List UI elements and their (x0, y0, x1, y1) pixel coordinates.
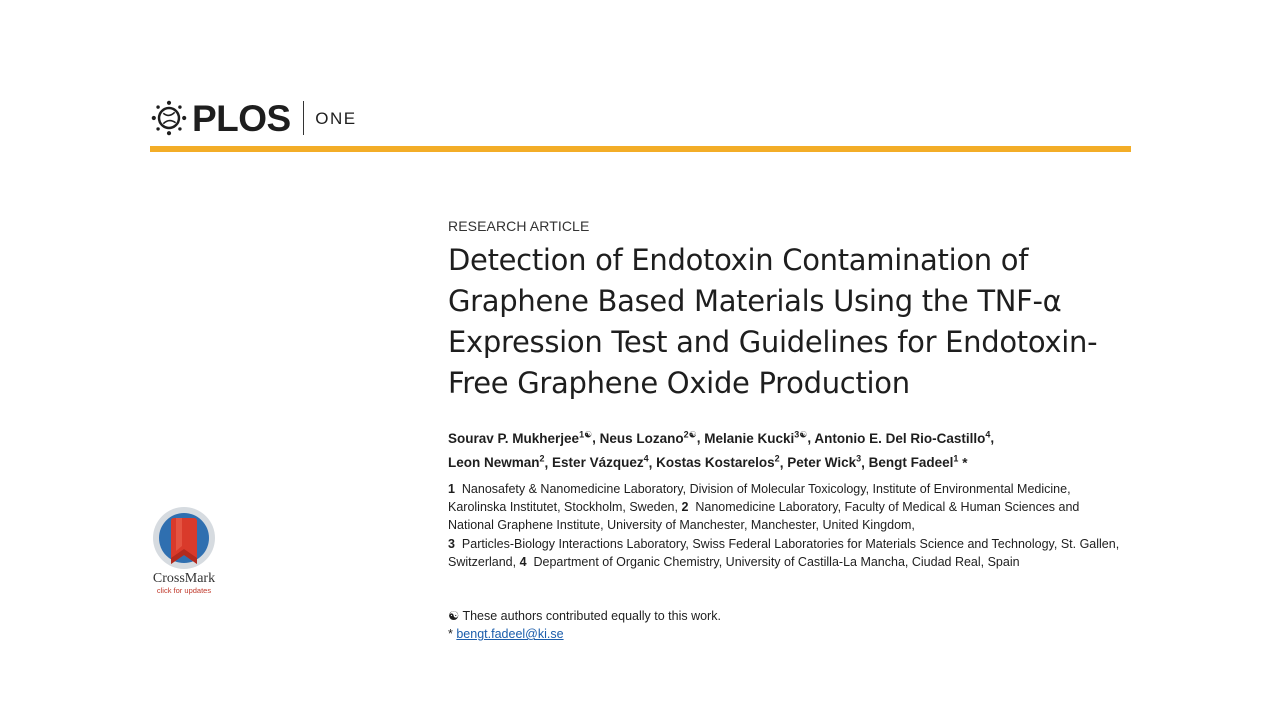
affiliation-text: Department of Organic Chemistry, University of Castilla-La Mancha, Ciudad Real, Spain (533, 554, 1020, 569)
author[interactable]: Sourav P. Mukherjee$^{1☯}$ (448, 429, 593, 446)
crossmark-label: CrossMark (152, 571, 216, 586)
logo-divider (303, 101, 305, 135)
email-link[interactable]: bengt.fadeel@ki.se (456, 627, 564, 641)
affiliations (448, 480, 1128, 571)
article-title: Detection of Endotoxin Contamination of Graphene Based Materials Using the TNF-α Expression Test and Guidelines for Endotoxin-Free Graphene Oxide Production (448, 243, 1098, 400)
author[interactable]: Neus Lozano$^{2☯}$ (599, 429, 697, 446)
author[interactable]: Melanie Kucki$^{3☯}$ (704, 429, 808, 446)
header-rule (150, 146, 1131, 152)
corresponding-author-note: * bengt.fadeel@ki.se (448, 627, 564, 641)
affiliation-number: 1 (448, 482, 455, 496)
author-notes (448, 607, 1048, 643)
affiliation-number: 2 (681, 500, 689, 515)
affiliation-number: 3 (448, 536, 455, 551)
crossmark-badge[interactable] (146, 506, 222, 595)
author-list: Sourav P. Mukherjee$^{1☯}$, Neus Lozano$^{2☯}$, Melanie Kucki$^{3☯}$, Antonio E. Del Rio-Castillo$^4$, Leon Newman$^2$, Ester Vázquez$^4$, Kostas Kostarelos$^2$, Peter Wick$^3$, Bengt Fadeel$^1$ * (448, 429, 995, 470)
equal-contribution-note: ☯ These authors contributed equally to this work. (448, 609, 721, 623)
author[interactable]: Bengt Fadeel$^1$ (868, 453, 959, 470)
author[interactable]: Ester Vázquez$^4$ (552, 453, 649, 470)
author[interactable]: Leon Newman$^2$ (448, 453, 545, 470)
crossmark-sublabel: click for updates (156, 586, 212, 595)
journal-brand: PLOS (192, 97, 291, 139)
affiliation-number: 4 (519, 554, 527, 569)
plos-logo-icon (150, 99, 188, 137)
journal-sub: ONE (315, 108, 357, 128)
journal-logo (150, 96, 357, 140)
crossmark-icon (152, 506, 216, 570)
affiliation-text: Particles-Biology Interactions Laboratory, Swiss Federal Laboratories for Materials Science and Technology, St. Gallen, Switzerland, (448, 536, 1120, 569)
affiliation-text: Nanomedicine Laboratory, Faculty of Medical & Human Sciences and National Graphene Institute, University of Manchester, Manchester, United Kingdom, (448, 500, 1080, 533)
author[interactable]: Kostas Kostarelos$^2$ (656, 453, 780, 470)
article-type: RESEARCH ARTICLE (448, 218, 590, 234)
affiliation-text: Nanosafety & Nanomedicine Laboratory, Division of Molecular Toxicology, Institute of Environmental Medicine, Karolinska Institutet, Stockholm, Sweden, (448, 482, 1071, 515)
author[interactable]: Peter Wick$^3$ (787, 453, 862, 470)
author[interactable]: Antonio E. Del Rio-Castillo$^4$ (814, 429, 991, 446)
